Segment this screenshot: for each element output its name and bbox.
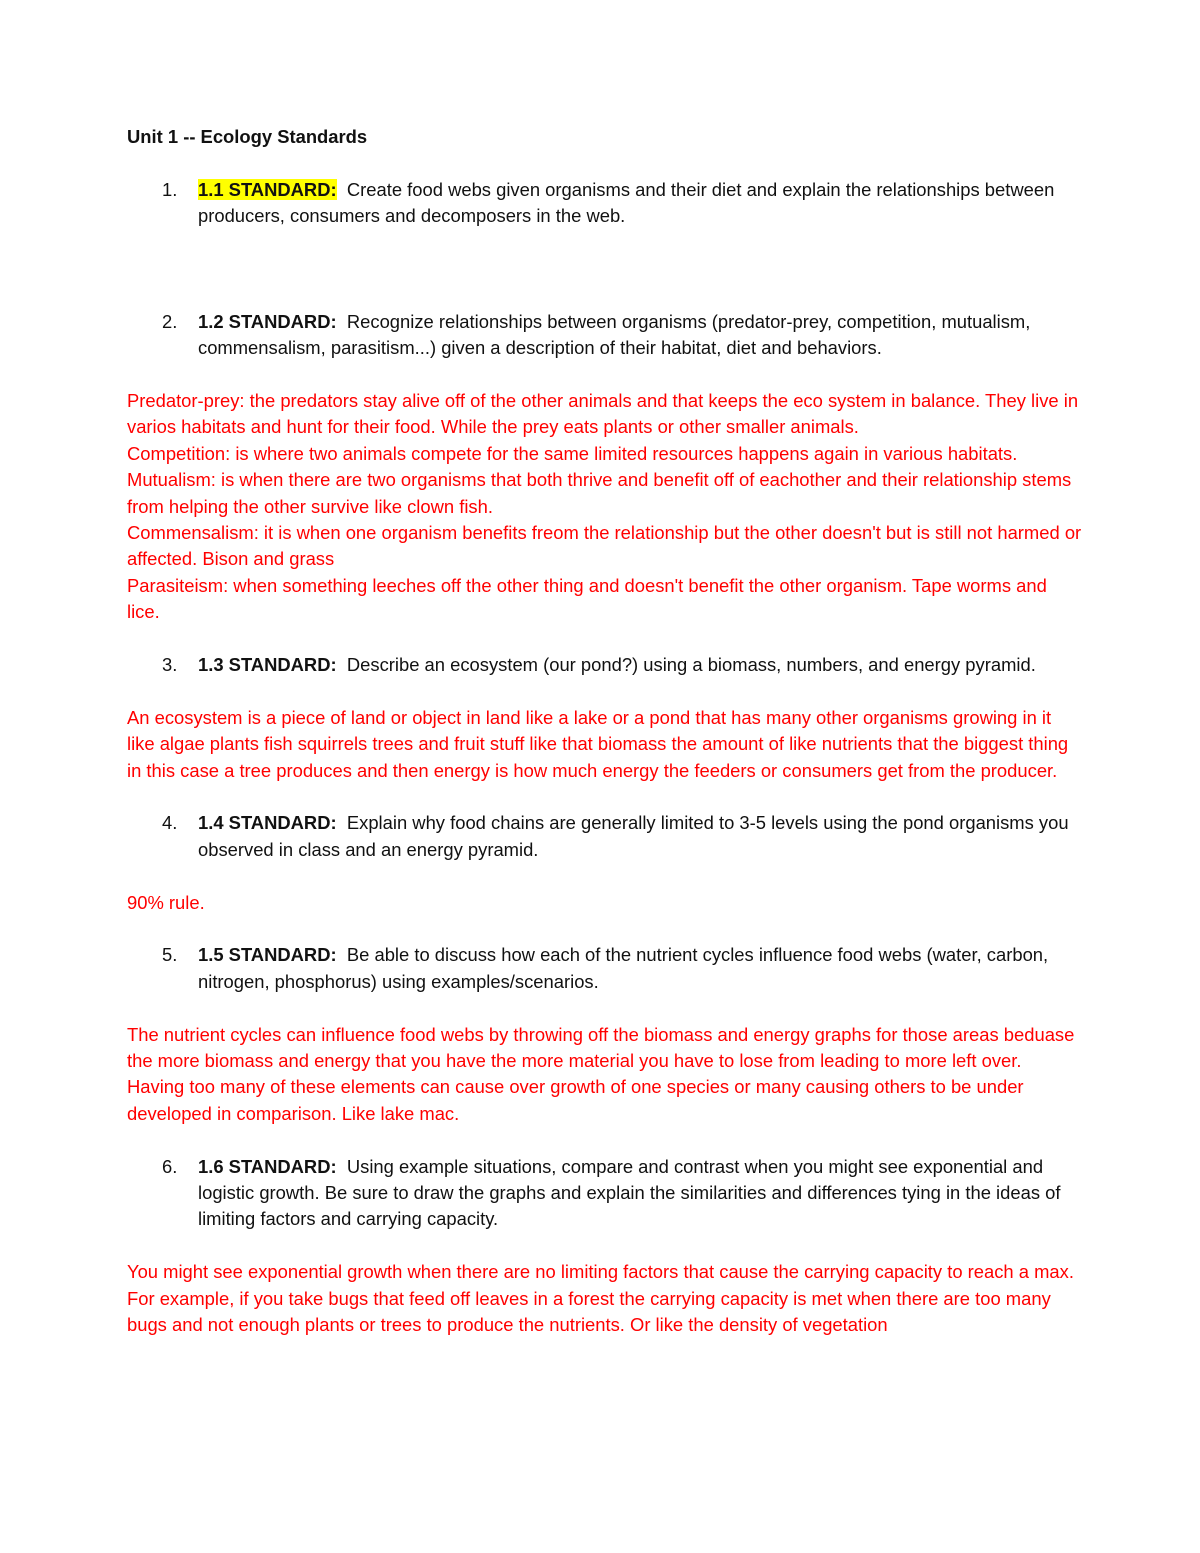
answer-paragraph: Commensalism: it is when one organism benefits freom the relationship but the other doesn't but is still not harmed or affected. Bison and grass [127,522,1082,570]
document-page [127,124,1082,1338]
standard-item-2 [127,309,1082,362]
answer-paragraph: Mutualism: is when there are two organisms that both thrive and benefit off of eachother and their relationship stems from helping the other survive like clown fish. [127,469,1072,517]
answer-paragraph: You might see exponential growth when there are no limiting factors that cause the carrying capacity to reach a max. For example, if you take bugs that feed off leaves in a forest the carrying capacity is met when there are too many bugs and not enough plants or trees to produce the nutrients. Or like the density of vegetation [127,1261,1074,1336]
list-number: 4. [162,812,178,834]
standard-label: 1.2 STANDARD: [198,310,337,332]
answer-block-4 [127,890,1082,916]
list-number: 2. [162,310,178,332]
answer-paragraph: An ecosystem is a piece of land or object in land like a lake or a pond that has many other organisms growing in it like algae plants fish squirrels trees and fruit stuff like that biomass the amount of like nutrients that the biggest thing in this case a tree produces and then energy is how much energy the feeders or consumers get from the producer. [127,706,1069,781]
standard-label: 1.5 STANDARD: [198,944,337,966]
answer-paragraph: Competition: is where two animals compete for the same limited resources happens again in various habitats. [127,442,1018,464]
answer-block-3 [127,705,1082,784]
answer-block-2 [127,388,1082,626]
standard-item-6 [127,1154,1082,1233]
standard-item-3 [127,652,1082,678]
standard-label: 1.1 STANDARD: [198,178,337,200]
standard-text: Describe an ecosystem (our pond?) using a biomass, numbers, and energy pyramid. [346,654,1036,676]
standard-label: 1.3 STANDARD: [198,654,337,676]
list-number: 3. [162,654,178,676]
document-title: Unit 1 -- Ecology Standards [127,126,368,147]
standard-text: Create food webs given organisms and their diet and explain the relationships between producers, consumers and decomposers in the web. [198,178,1055,227]
answer-block-5 [127,1022,1082,1128]
list-number: 5. [162,944,178,966]
standard-label: 1.4 STANDARD: [198,812,337,834]
standard-text: Be able to discuss how each of the nutrient cycles influence food webs (water, carbon, nitrogen, phosphorus) using examples/scenarios. [198,944,1049,992]
standard-label: 1.6 STANDARD: [198,1155,337,1177]
standard-item-1 [127,177,1082,230]
standard-text: Explain why food chains are generally limited to 3-5 levels using the pond organisms you observed in class and an energy pyramid. [198,812,1069,860]
answer-paragraph: Parasiteism: when something leeches off the other thing and doesn't benefit the other organism. Tape worms and lice. [127,574,1047,623]
answer-paragraph: Predator-prey: the predators stay alive off of the other animals and that keeps the eco system in balance. They live in varios habitats and hunt for their food. While the prey eats plants or other smaller animals. [127,389,1079,438]
list-number: 6. [162,1155,178,1177]
standard-item-5 [127,942,1082,995]
list-number: 1. [162,178,178,200]
answer-block-6 [127,1259,1082,1338]
standard-text: Using example situations, compare and contrast when you might see exponential and logistic growth. Be sure to draw the graphs and explain the similarities and differences tying in the ideas of limiting factors and carrying capacity. [198,1155,1061,1230]
answer-paragraph: 90% rule. [127,891,205,913]
standard-text: Recognize relationships between organisms (predator-prey, competition, mutualism, commensalism, parasitism...) given a description of their habitat, diet and behaviors. [198,310,1031,359]
answer-paragraph: The nutrient cycles can influence food webs by throwing off the biomass and energy graphs for those areas beduase the more biomass and energy that you have the more material you have to lose from leading to more left over. Having too many of these elements can cause over growth of one species or many causing others to be under developed in comparison. Like lake mac. [127,1023,1075,1124]
standard-item-4 [127,810,1082,863]
